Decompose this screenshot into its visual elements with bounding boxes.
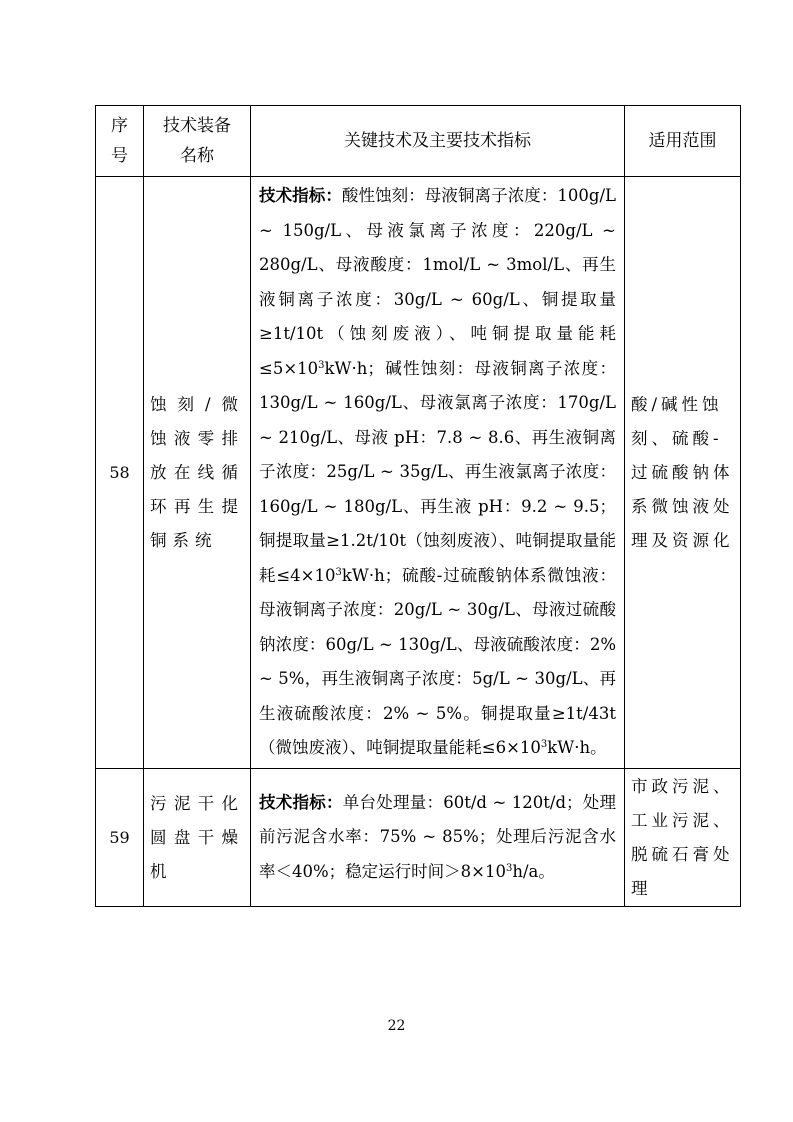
- row-scope: 酸/碱性蚀刻、硫酸-过硫酸钠体系微蚀液处理及资源化: [625, 177, 741, 769]
- header-key: 关键技术及主要技术指标: [251, 106, 625, 177]
- page-number: 22: [387, 1018, 406, 1034]
- key-text-part4: kW·h。: [547, 738, 607, 758]
- key-sup-1: 3: [506, 862, 513, 874]
- key-text-part2: kW·h；碱性蚀刻：母液铜离子浓度：130g/L ~ 160g/L、母液氯离子浓度：170g/L ~ 210g/L、母液 pH：7.8 ~ 8.6、再生液铜离子浓度：25g/L ~ 35g/L、再生液氯离子浓度：160g/L ~ 180g/L、再生液 pH：9.2 ~ 9.5；铜提取量≥1.2t/10t（蚀刻废液）、吨铜提取量能耗≤4×10: [259, 358, 616, 585]
- key-text-part2: h/a。: [512, 861, 555, 881]
- key-text-part1: 酸性蚀刻：母液铜离子浓度：100g/L ~ 150g/L、母液氯离子浓度：220g/L ~ 280g/L、母液酸度：1mol/L ~ 3mol/L、再生液铜离子浓度：30g/L ~ 60g/L、铜提取量≥1t/10t（蚀刻废液）、吨铜提取量能耗≤5×10: [259, 186, 617, 378]
- table-row: [96, 177, 741, 769]
- technology-table: [95, 105, 741, 907]
- key-label: 技术指标：: [259, 792, 343, 812]
- row-key-indicators: [251, 769, 625, 907]
- header-seq: [96, 106, 144, 177]
- table-row: [96, 769, 741, 907]
- key-sup-3: 3: [540, 739, 548, 751]
- header-name: [144, 106, 251, 177]
- row-key-indicators: [251, 177, 625, 769]
- header-row: [96, 106, 741, 177]
- row-scope: 市政污泥、工业污泥、脱硫石膏处理: [625, 769, 741, 907]
- key-sup-2: 3: [335, 566, 342, 578]
- header-seq-line1: 序: [111, 116, 128, 136]
- header-name-line2: 名称: [180, 146, 214, 166]
- row-seq: 59: [96, 769, 144, 907]
- key-text-part1: 单台处理量：60t/d ~ 120t/d；处理前污泥含水率：75% ~ 85%；处理后污泥含水率＜40%；稳定运行时间＞8×10: [259, 792, 617, 881]
- row-equipment-name: 污泥干化圆盘干燥机: [144, 769, 251, 907]
- row-equipment-name: 蚀刻/微蚀液零排放在线循环再生提铜系统: [144, 177, 251, 769]
- header-name-line1: 技术装备: [163, 116, 231, 136]
- header-scope: 适用范围: [625, 106, 741, 177]
- key-text-part3: kW·h；硫酸-过硫酸钠体系微蚀液：母液铜离子浓度：20g/L ~ 30g/L、母液过硫酸钠浓度：60g/L ~ 130g/L、母液硫酸浓度：2% ~ 5%，再生液铜离子浓度：5g/L ~ 30g/L、再生液硫酸浓度：2% ~ 5%。铜提取量≥1t/43t（微蚀废液）、吨铜提取量能耗≤6×10: [259, 565, 616, 758]
- key-sup-1: 3: [318, 359, 325, 371]
- row-seq: 58: [96, 177, 144, 769]
- key-label: 技术指标：: [259, 186, 342, 206]
- header-seq-line2: 号: [111, 146, 128, 166]
